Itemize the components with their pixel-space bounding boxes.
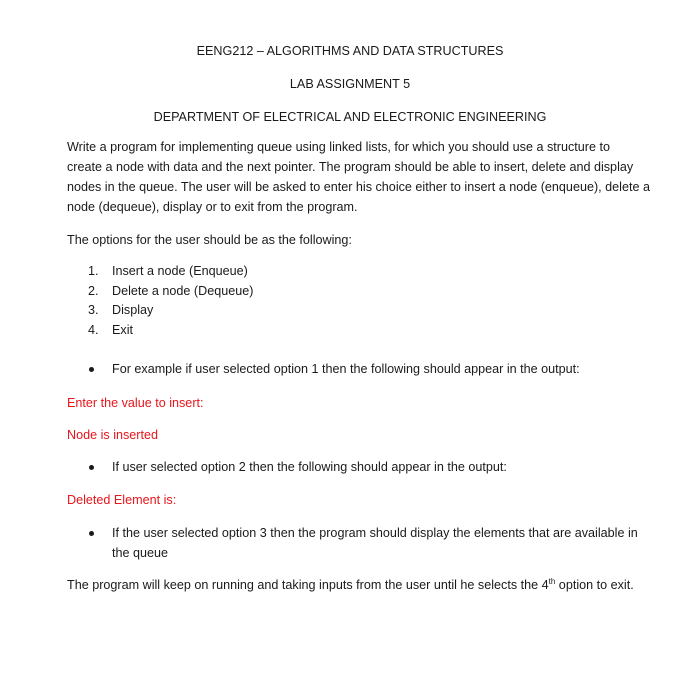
option-label: Exit xyxy=(112,323,133,337)
example-option1-text: For example if user selected option 1 then the following should appear in the output: xyxy=(112,362,580,376)
option-number: 2. xyxy=(88,284,99,298)
assignment-title: LAB ASSIGNMENT 5 xyxy=(289,77,411,91)
intro-line: create a node with data and the next pointer. The program should be able to insert, delete and display xyxy=(67,160,634,174)
closing-text-end: option to exit. xyxy=(555,578,634,592)
intro-line: Write a program for implementing queue using linked lists, for which you should use a structure to xyxy=(67,140,610,154)
option-number: 1. xyxy=(88,264,99,278)
example-option3-line1: If the user selected option 3 then the program should display the elements that are available in xyxy=(112,526,638,540)
closing-text: The program will keep on running and taking inputs from the user until he selects the 4 xyxy=(67,578,549,592)
course-title: EENG212 – ALGORITHMS AND DATA STRUCTURES xyxy=(196,44,504,58)
department-title: DEPARTMENT OF ELECTRICAL AND ELECTRONIC ENGINEERING xyxy=(153,110,547,124)
intro-line: nodes in the queue. The user will be asked to enter his choice either to insert a node (enqueue), delete a xyxy=(67,180,650,194)
bullet-icon xyxy=(89,367,94,372)
example-option2-text: If user selected option 2 then the following should appear in the output: xyxy=(112,460,507,474)
bullet-icon xyxy=(89,531,94,536)
option-number: 3. xyxy=(88,303,99,317)
options-intro: The options for the user should be as the following: xyxy=(67,233,352,247)
option-label: Insert a node (Enqueue) xyxy=(112,264,248,278)
option-label: Display xyxy=(112,303,154,317)
closing-superscript: th xyxy=(548,576,556,586)
example-option3-line2: the queue xyxy=(112,546,169,560)
output-deleted-element: Deleted Element is: xyxy=(67,493,177,507)
closing-sentence xyxy=(67,578,634,592)
option-label: Delete a node (Dequeue) xyxy=(112,284,254,298)
option-number: 4. xyxy=(88,323,99,337)
output-enter-value: Enter the value to insert: xyxy=(67,396,204,410)
bullet-icon xyxy=(89,465,94,470)
output-node-inserted: Node is inserted xyxy=(67,428,159,442)
intro-line: node (dequeue), display or to exit from the program. xyxy=(67,200,358,214)
